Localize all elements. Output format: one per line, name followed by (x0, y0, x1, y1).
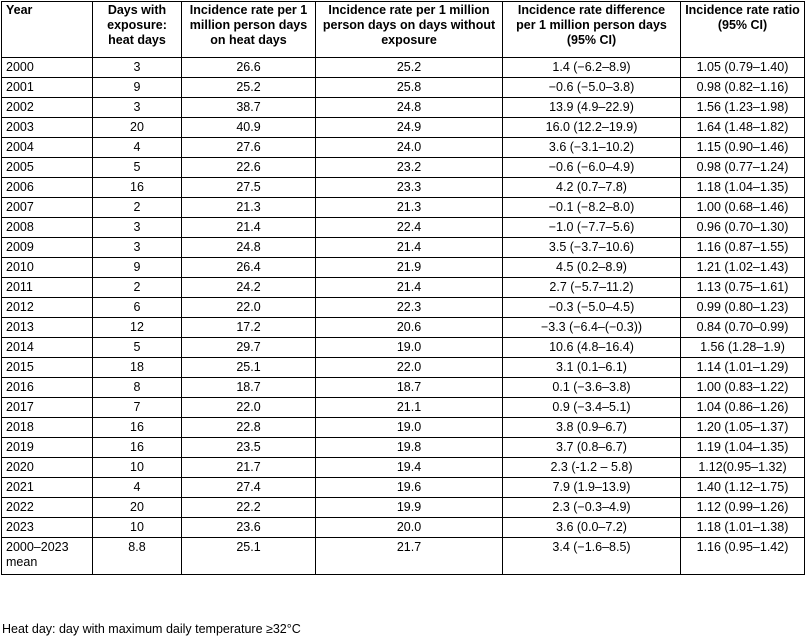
rate-no-exposure-cell: 24.0 (316, 138, 503, 158)
rate-no-exposure-cell: 20.0 (316, 518, 503, 538)
rate-no-exposure-cell: 20.6 (316, 318, 503, 338)
heat-days-cell: 4 (93, 478, 182, 498)
rate-heat-days-cell: 22.8 (182, 418, 316, 438)
table-body (2, 58, 805, 575)
heat-days-cell: 4 (93, 138, 182, 158)
header-rate-heat-days: Incidence rate per 1 million person days on heat days (182, 2, 316, 58)
rate-no-exposure-cell: 21.1 (316, 398, 503, 418)
rate-difference-cell: 3.1 (0.1–6.1) (503, 358, 681, 378)
year-cell: 2010 (2, 258, 93, 278)
year-cell: 2017 (2, 398, 93, 418)
table-row (2, 438, 805, 458)
heat-days-cell: 10 (93, 518, 182, 538)
rate-difference-cell: 2.3 (−0.3–4.9) (503, 498, 681, 518)
rate-difference-cell: 3.7 (0.8–6.7) (503, 438, 681, 458)
heat-days-cell: 3 (93, 98, 182, 118)
rate-ratio-cell: 1.20 (1.05–1.37) (681, 418, 805, 438)
heat-days-cell: 20 (93, 498, 182, 518)
table-row (2, 258, 805, 278)
table-row (2, 218, 805, 238)
rate-no-exposure-cell: 19.6 (316, 478, 503, 498)
rate-ratio-cell: 1.16 (0.95–1.42) (681, 538, 805, 575)
heat-days-cell: 16 (93, 438, 182, 458)
table-row (2, 358, 805, 378)
rate-ratio-cell: 0.96 (0.70–1.30) (681, 218, 805, 238)
rate-heat-days-cell: 22.0 (182, 298, 316, 318)
year-cell: 2000 (2, 58, 93, 78)
rate-ratio-cell: 1.12 (0.99–1.26) (681, 498, 805, 518)
rate-no-exposure-cell: 21.3 (316, 198, 503, 218)
year-cell: 2015 (2, 358, 93, 378)
rate-heat-days-cell: 22.6 (182, 158, 316, 178)
rate-difference-cell: 0.9 (−3.4–5.1) (503, 398, 681, 418)
rate-heat-days-cell: 22.2 (182, 498, 316, 518)
rate-no-exposure-cell: 22.3 (316, 298, 503, 318)
rate-difference-cell: 13.9 (4.9–22.9) (503, 98, 681, 118)
rate-no-exposure-cell: 23.2 (316, 158, 503, 178)
rate-ratio-cell: 1.18 (1.04–1.35) (681, 178, 805, 198)
rate-heat-days-cell: 26.4 (182, 258, 316, 278)
table-row (2, 538, 805, 575)
rate-no-exposure-cell: 22.4 (316, 218, 503, 238)
rate-difference-cell: 4.5 (0.2–8.9) (503, 258, 681, 278)
year-cell: 2003 (2, 118, 93, 138)
rate-ratio-cell: 0.99 (0.80–1.23) (681, 298, 805, 318)
rate-difference-cell: 2.7 (−5.7–11.2) (503, 278, 681, 298)
header-heat-days: Days with exposure: heat days (93, 2, 182, 58)
rate-no-exposure-cell: 21.4 (316, 278, 503, 298)
rate-difference-cell: −0.1 (−8.2–8.0) (503, 198, 681, 218)
rate-no-exposure-cell: 25.2 (316, 58, 503, 78)
year-cell: 2002 (2, 98, 93, 118)
year-cell: 2014 (2, 338, 93, 358)
heat-days-cell: 3 (93, 218, 182, 238)
rate-no-exposure-cell: 21.7 (316, 538, 503, 575)
table-row (2, 78, 805, 98)
heat-days-cell: 2 (93, 278, 182, 298)
rate-heat-days-cell: 22.0 (182, 398, 316, 418)
rate-heat-days-cell: 18.7 (182, 378, 316, 398)
table-row (2, 138, 805, 158)
rate-difference-cell: 3.6 (−3.1–10.2) (503, 138, 681, 158)
rate-difference-cell: 1.4 (−6.2–8.9) (503, 58, 681, 78)
rate-heat-days-cell: 40.9 (182, 118, 316, 138)
rate-heat-days-cell: 25.1 (182, 538, 316, 575)
heat-days-cell: 9 (93, 258, 182, 278)
table-row (2, 118, 805, 138)
table-row (2, 398, 805, 418)
rate-heat-days-cell: 23.5 (182, 438, 316, 458)
rate-difference-cell: 3.5 (−3.7–10.6) (503, 238, 681, 258)
rate-difference-cell: −1.0 (−7.7–5.6) (503, 218, 681, 238)
table-row (2, 178, 805, 198)
heat-days-cell: 9 (93, 78, 182, 98)
rate-heat-days-cell: 38.7 (182, 98, 316, 118)
year-cell: 2005 (2, 158, 93, 178)
table-row (2, 58, 805, 78)
rate-heat-days-cell: 27.6 (182, 138, 316, 158)
rate-ratio-cell: 1.13 (0.75–1.61) (681, 278, 805, 298)
rate-ratio-cell: 1.12(0.95–1.32) (681, 458, 805, 478)
rate-ratio-cell: 1.16 (0.87–1.55) (681, 238, 805, 258)
rate-heat-days-cell: 21.3 (182, 198, 316, 218)
rate-ratio-cell: 1.18 (1.01–1.38) (681, 518, 805, 538)
footnote: Heat day: day with maximum daily temperature ≥32°C (2, 622, 301, 636)
header-year: Year (2, 2, 93, 58)
rate-heat-days-cell: 24.8 (182, 238, 316, 258)
rate-ratio-cell: 0.84 (0.70–0.99) (681, 318, 805, 338)
year-cell: 2000–2023 mean (2, 538, 93, 575)
rate-no-exposure-cell: 22.0 (316, 358, 503, 378)
rate-difference-cell: 10.6 (4.8–16.4) (503, 338, 681, 358)
rate-ratio-cell: 1.00 (0.68–1.46) (681, 198, 805, 218)
table-row (2, 278, 805, 298)
heat-days-cell: 3 (93, 58, 182, 78)
rate-ratio-cell: 1.05 (0.79–1.40) (681, 58, 805, 78)
rate-difference-cell: 0.1 (−3.6–3.8) (503, 378, 681, 398)
rate-no-exposure-cell: 23.3 (316, 178, 503, 198)
table-row (2, 458, 805, 478)
year-cell: 2018 (2, 418, 93, 438)
rate-difference-cell: −0.3 (−5.0–4.5) (503, 298, 681, 318)
rate-ratio-cell: 1.21 (1.02–1.43) (681, 258, 805, 278)
header-rate-difference: Incidence rate difference per 1 million person days (95% CI) (503, 2, 681, 58)
rate-no-exposure-cell: 24.9 (316, 118, 503, 138)
rate-no-exposure-cell: 19.0 (316, 338, 503, 358)
table-row (2, 478, 805, 498)
heat-days-cell: 3 (93, 238, 182, 258)
table-row (2, 238, 805, 258)
heat-days-cell: 6 (93, 298, 182, 318)
header-rate-no-exposure: Incidence rate per 1 million person days on days without exposure (316, 2, 503, 58)
year-cell: 2001 (2, 78, 93, 98)
rate-heat-days-cell: 21.4 (182, 218, 316, 238)
table-row (2, 518, 805, 538)
rate-ratio-cell: 1.04 (0.86–1.26) (681, 398, 805, 418)
year-cell: 2019 (2, 438, 93, 458)
rate-ratio-cell: 1.40 (1.12–1.75) (681, 478, 805, 498)
table-row (2, 298, 805, 318)
rate-no-exposure-cell: 19.0 (316, 418, 503, 438)
rate-ratio-cell: 1.15 (0.90–1.46) (681, 138, 805, 158)
header-row (2, 2, 805, 58)
heat-days-cell: 5 (93, 338, 182, 358)
year-cell: 2004 (2, 138, 93, 158)
rate-ratio-cell: 1.56 (1.23–1.98) (681, 98, 805, 118)
heat-days-cell: 8 (93, 378, 182, 398)
rate-heat-days-cell: 24.2 (182, 278, 316, 298)
table-row (2, 338, 805, 358)
rate-heat-days-cell: 27.4 (182, 478, 316, 498)
rate-heat-days-cell: 27.5 (182, 178, 316, 198)
table-row (2, 158, 805, 178)
rate-ratio-cell: 1.19 (1.04–1.35) (681, 438, 805, 458)
rate-ratio-cell: 0.98 (0.82–1.16) (681, 78, 805, 98)
header-rate-ratio: Incidence rate ratio (95% CI) (681, 2, 805, 58)
year-cell: 2009 (2, 238, 93, 258)
table-row (2, 98, 805, 118)
rate-difference-cell: 2.3 (-1.2 – 5.8) (503, 458, 681, 478)
heat-days-cell: 16 (93, 418, 182, 438)
year-cell: 2023 (2, 518, 93, 538)
rate-difference-cell: 3.8 (0.9–6.7) (503, 418, 681, 438)
rate-heat-days-cell: 26.6 (182, 58, 316, 78)
rate-difference-cell: −3.3 (−6.4–(−0.3)) (503, 318, 681, 338)
rate-difference-cell: 4.2 (0.7–7.8) (503, 178, 681, 198)
year-cell: 2007 (2, 198, 93, 218)
rate-no-exposure-cell: 18.7 (316, 378, 503, 398)
rate-ratio-cell: 1.64 (1.48–1.82) (681, 118, 805, 138)
year-cell: 2016 (2, 378, 93, 398)
year-cell: 2012 (2, 298, 93, 318)
heat-days-cell: 8.8 (93, 538, 182, 575)
rate-difference-cell: 7.9 (1.9–13.9) (503, 478, 681, 498)
rate-ratio-cell: 0.98 (0.77–1.24) (681, 158, 805, 178)
rate-difference-cell: −0.6 (−5.0–3.8) (503, 78, 681, 98)
table-row (2, 418, 805, 438)
heat-days-cell: 7 (93, 398, 182, 418)
rate-ratio-cell: 1.56 (1.28–1.9) (681, 338, 805, 358)
rate-difference-cell: 3.6 (0.0–7.2) (503, 518, 681, 538)
rate-heat-days-cell: 23.6 (182, 518, 316, 538)
rate-no-exposure-cell: 19.9 (316, 498, 503, 518)
rate-no-exposure-cell: 19.8 (316, 438, 503, 458)
rate-heat-days-cell: 21.7 (182, 458, 316, 478)
rate-no-exposure-cell: 25.8 (316, 78, 503, 98)
rate-ratio-cell: 1.00 (0.83–1.22) (681, 378, 805, 398)
year-cell: 2020 (2, 458, 93, 478)
year-cell: 2022 (2, 498, 93, 518)
rate-heat-days-cell: 17.2 (182, 318, 316, 338)
rate-no-exposure-cell: 24.8 (316, 98, 503, 118)
rate-heat-days-cell: 29.7 (182, 338, 316, 358)
rate-no-exposure-cell: 21.4 (316, 238, 503, 258)
heat-days-cell: 18 (93, 358, 182, 378)
heat-days-cell: 12 (93, 318, 182, 338)
year-cell: 2011 (2, 278, 93, 298)
year-cell: 2006 (2, 178, 93, 198)
rate-difference-cell: 3.4 (−1.6–8.5) (503, 538, 681, 575)
rate-heat-days-cell: 25.1 (182, 358, 316, 378)
heat-days-cell: 16 (93, 178, 182, 198)
rate-heat-days-cell: 25.2 (182, 78, 316, 98)
table-row (2, 198, 805, 218)
heat-days-cell: 2 (93, 198, 182, 218)
heat-days-cell: 20 (93, 118, 182, 138)
table-row (2, 498, 805, 518)
rate-no-exposure-cell: 21.9 (316, 258, 503, 278)
rate-no-exposure-cell: 19.4 (316, 458, 503, 478)
rate-difference-cell: −0.6 (−6.0–4.9) (503, 158, 681, 178)
rate-difference-cell: 16.0 (12.2–19.9) (503, 118, 681, 138)
heat-days-cell: 5 (93, 158, 182, 178)
incidence-table (1, 1, 805, 575)
year-cell: 2021 (2, 478, 93, 498)
heat-days-cell: 10 (93, 458, 182, 478)
rate-ratio-cell: 1.14 (1.01–1.29) (681, 358, 805, 378)
year-cell: 2013 (2, 318, 93, 338)
table-row (2, 378, 805, 398)
table-row (2, 318, 805, 338)
year-cell: 2008 (2, 218, 93, 238)
